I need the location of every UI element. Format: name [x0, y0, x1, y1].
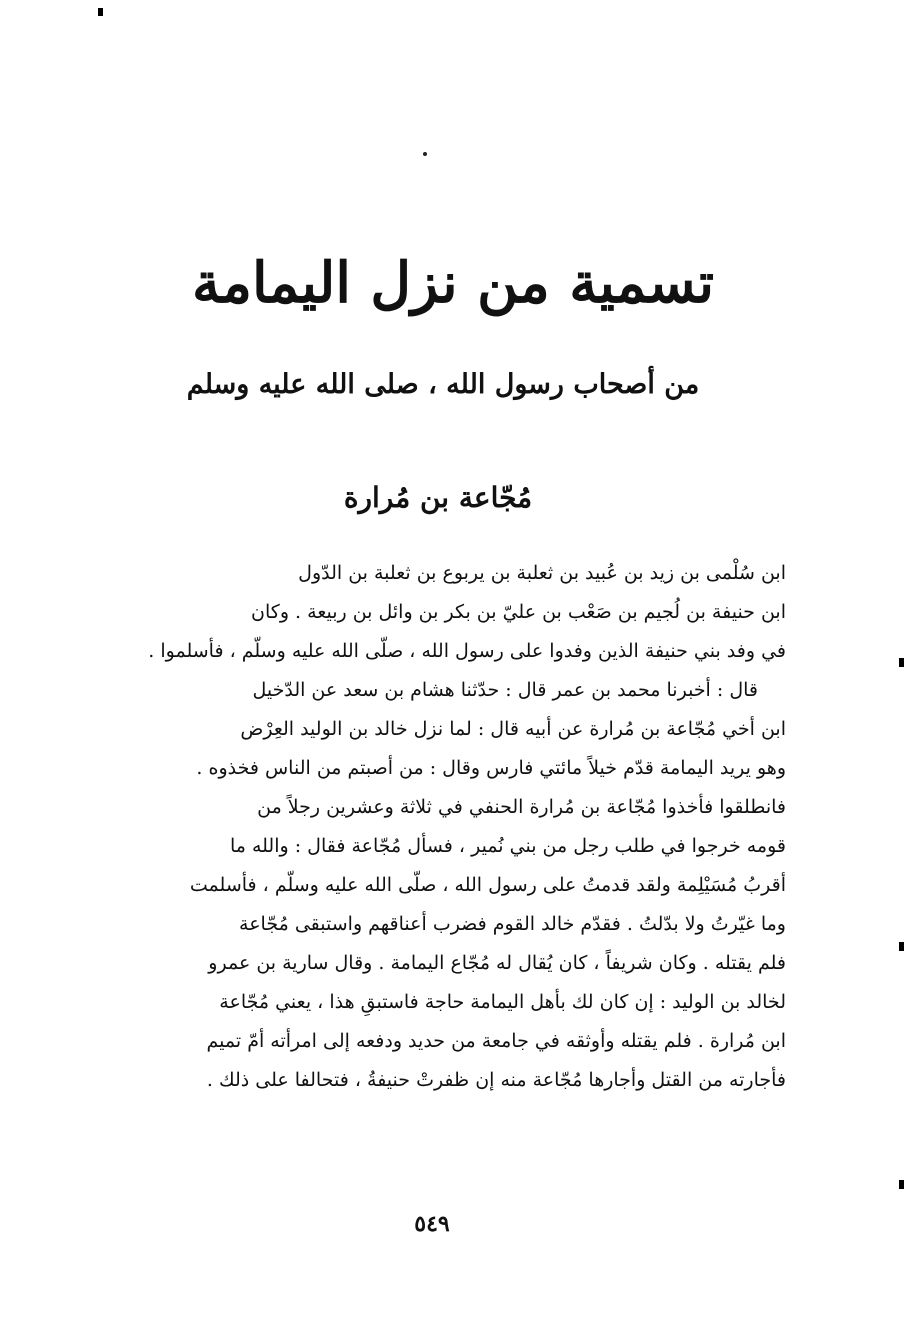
- scan-mark-edge: [899, 1180, 904, 1189]
- body-line: ابن مُرارة . فلم يقتله وأوثقه في جامعة من حديد ودفعه إلى امرأته أمّ تميم: [206, 1030, 786, 1052]
- body-line: فأجارته من القتل وأجارها مُجّاعة منه إن ظفرتْ حنيفةُ ، فتحالفا على ذلك .: [206, 1069, 786, 1091]
- body-line: وهو يريد اليمامة قدّم خيلاً مائتي فارس وقال : من أصبتم من الناس فخذوه .: [196, 757, 786, 779]
- page-title: تسمية من نزل اليمامة: [191, 250, 715, 316]
- page-subtitle: من أصحاب رسول الله ، صلى الله عليه وسلم: [186, 369, 700, 400]
- decorative-dot: [423, 152, 427, 156]
- page-number: ٥٤٩: [414, 1211, 450, 1237]
- scan-mark-edge: [899, 942, 904, 951]
- body-line: ابن سُلْمى بن زيد بن عُبيد بن ثعلبة بن يربوع بن ثعلبة بن الدّول: [298, 562, 786, 584]
- body-line: ابن حنيفة بن لُجيم بن صَعْب بن عليّ بن بكر بن وائل بن ربيعة . وكان: [251, 601, 786, 623]
- body-line: لخالد بن الوليد : إن كان لك بأهل اليمامة حاجة فاستبقِ هذا ، يعني مُجّاعة: [219, 991, 786, 1013]
- scan-mark-top: [98, 8, 103, 16]
- section-heading: مُجّاعة بن مُرارة: [343, 481, 533, 514]
- body-line: قومه خرجوا في طلب رجل من بني نُمير ، فسأل مُجّاعة فقال : والله ما: [229, 835, 786, 857]
- body-line: قال : أخبرنا محمد بن عمر قال : حدّثنا هشام بن سعد عن الدّخيل: [252, 679, 758, 701]
- body-line: فلم يقتله . وكان شريفاً ، كان يُقال له مُجّاع اليمامة . وقال سارية بن عمرو: [208, 952, 786, 974]
- scan-mark-edge: [899, 658, 904, 667]
- body-line: ابن أخي مُجّاعة بن مُرارة عن أبيه قال : لما نزل خالد بن الوليد العِرْض: [240, 718, 786, 740]
- body-line: فانطلقوا فأخذوا مُجّاعة بن مُرارة الحنفي في ثلاثة وعشرين رجلاً من: [257, 796, 786, 818]
- body-text: [84, 554, 786, 1100]
- body-line: أقربُ مُسَيْلِمة ولقد قدمتُ على رسول الله ، صلّى الله عليه وسلّم ، فأسلمت: [189, 874, 786, 896]
- body-line: في وفد بني حنيفة الذين وفدوا على رسول الله ، صلّى الله عليه وسلّم ، فأسلموا .: [148, 640, 786, 662]
- body-line: وما غيّرتُ ولا بدّلتُ . فقدّم خالد القوم فضرب أعناقهم واستبقى مُجّاعة: [239, 913, 786, 935]
